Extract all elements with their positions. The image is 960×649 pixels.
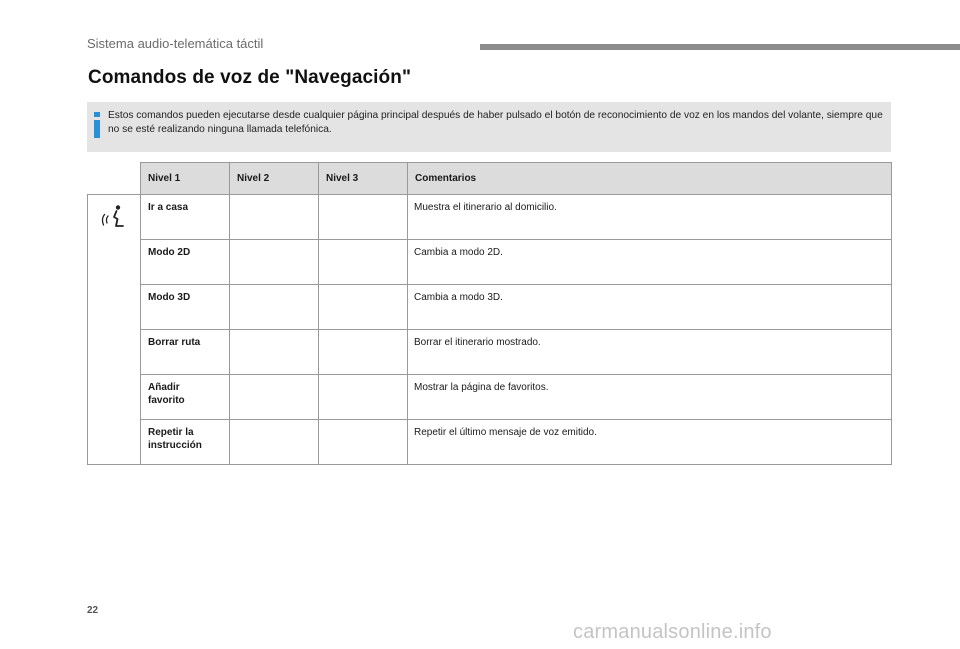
comment-cell: Mostrar la página de favoritos. — [408, 375, 892, 420]
level1-cell: Repetir la instrucción — [141, 420, 230, 465]
table-header-level-2: Nivel 2 — [230, 163, 319, 195]
level3-cell — [319, 420, 408, 465]
table-header-row — [88, 163, 892, 195]
watermark: carmanualsonline.info — [573, 621, 772, 643]
comment-cell: Cambia a modo 3D. — [408, 285, 892, 330]
table-row — [88, 285, 892, 330]
level3-cell — [319, 330, 408, 375]
info-icon — [93, 112, 101, 138]
table-header-level-1: Nivel 1 — [141, 163, 230, 195]
header-divider-bar — [480, 44, 960, 50]
level1-cell: Añadir favorito — [141, 375, 230, 420]
level2-cell — [230, 240, 319, 285]
level1-cell: Ir a casa — [141, 195, 230, 240]
table-header-comments: Comentarios — [408, 163, 892, 195]
table-row — [88, 375, 892, 420]
table-row — [88, 420, 892, 465]
comment-cell: Cambia a modo 2D. — [408, 240, 892, 285]
page-title: Comandos de voz de "Navegación" — [88, 67, 412, 88]
level1-cell: Modo 2D — [141, 240, 230, 285]
voice-command-icon-cell — [88, 195, 141, 465]
comment-cell: Repetir el último mensaje de voz emitido. — [408, 420, 892, 465]
level2-cell — [230, 420, 319, 465]
section-title: Sistema audio-telemática táctil — [87, 36, 264, 51]
comment-cell: Muestra el itinerario al domicilio. — [408, 195, 892, 240]
level3-cell — [319, 195, 408, 240]
table-row — [88, 195, 892, 240]
voice-commands-table — [87, 162, 892, 465]
level1-cell: Borrar ruta — [141, 330, 230, 375]
table-row — [88, 330, 892, 375]
info-box — [87, 102, 891, 152]
level1-cell: Modo 3D — [141, 285, 230, 330]
level3-cell — [319, 240, 408, 285]
comment-cell: Borrar el itinerario mostrado. — [408, 330, 892, 375]
level2-cell — [230, 330, 319, 375]
table-header-blank — [88, 163, 141, 195]
level2-cell — [230, 285, 319, 330]
level2-cell — [230, 195, 319, 240]
page-number: 22 — [87, 605, 99, 616]
level3-cell — [319, 285, 408, 330]
table-row — [88, 240, 892, 285]
voice-command-icon — [101, 204, 127, 228]
level2-cell — [230, 375, 319, 420]
level3-cell — [319, 375, 408, 420]
info-text: Estos comandos pueden ejecutarse desde cualquier página principal después de haber pulsado el botón de reconocimiento de voz en los mandos del volante, siempre que no se esté realizando ninguna llamada telefónica. — [108, 110, 883, 135]
table-header-level-3: Nivel 3 — [319, 163, 408, 195]
